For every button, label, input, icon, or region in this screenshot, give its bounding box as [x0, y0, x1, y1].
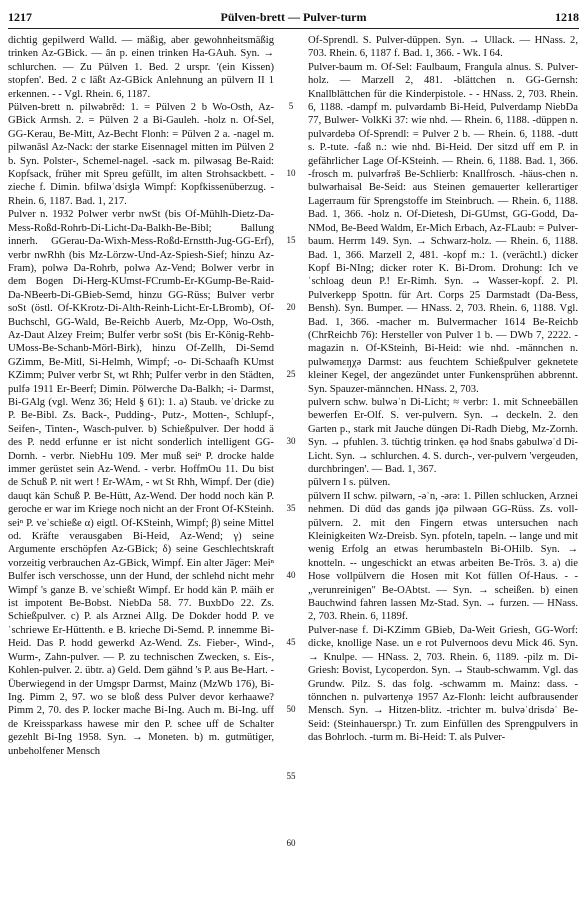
entry-paragraph: Pülven-brett n. pilwəbrēd: 1. = Pülven 2 b Wo-Osth, Az-GBick Armsh. 2. = Pülven 2 a Bi-Gauleh. -holz n. Of-Sel, GG-Kerau, Be-Mitt, Az-Becht Flonh: = Pülven 2 a. -nagel m. pilwənāsl Az-Nack: der starke Eisennagel mitten im Pülven 2 b. Syn. Polster-, Schemel-nagel. -sack m. pilwəsag Be-Raid: Kopfsack, früher mit Spreu gefüllt, im alten Strohsackbett. -zieche f. Dimin. bfilwəˈdsiʒlə Wimpf: Kopfkissenüberzug. - Rhein. 6, 1187. Bad. 1, 217. [8, 102, 274, 207]
line-number: 30 [286, 436, 296, 446]
line-number: 60 [286, 838, 296, 848]
line-number: 35 [286, 503, 296, 513]
entry-paragraph: Pulver-baum m. Of-Sel: Faulbaum, Frangula alnus. S. Pulver-holz. — Marzell 2, 481. -blättchen n. GG-Gernsh: Knallblättchen für die Kinderpistole. - - HNass. 2, 703. Rhein. 6, 1188. -dampf m. pulvərdamb Bi-Heid, Pulverdamp NiebDa 77, Bulwer- VolkKi 37: wie nhd. — Rhein. 6, 1188. -düppen n. pulvərdebə Of-Sprendl: = Pulver 2 b. — Rhein. 6, 1188. -dutt s. P.-tute. -faß n.: wie nhd. Bi-Heid. Der sitzd uff em P. in gefährlicher Lage Of-KSteinh. — Rhein. 6, 1188. Bad. 1, 366. -frosch m. pulvərfrəš Be-Schlierb: Knallfrosch. -häus-chen n. bulwərhaisəl Be-Seid: aus Steinen gemauerter kellerartiger Lagerraum für Sprengstoffe im Steinbruch. — Rhein. 6, 1188. Bad. 1, 366. -holz n. Of-Dietesh, Di-GUmst, GG-Godd, Da-NMod, Be-Beed Waldm, Er-Mich Erbach, Az-FLaub: = Pulver-baum. Herrm 149. Syn. → Schwarz-holz. — Rhein. 6, 1188. Bad. 1, 366. Marzell 2, 481. -kopf m.: 1. (verächtl.) dicker Kopf Bi-NIng; dicker roter K. Bi-Drom. Drohung: Ich veˈschloag deun P.! Er-Rimh. Syn. → Wasser-kopf. 2. Pl. Pulverkepp Spottn. für Art. Corps 25 Darmstadt (Da-Bess, Bensh). Syn. Bumper. — HNass. 2, 703. Rhein. 6, 1188. Vgl. Bad. 1, 366. -macher m. Bulvermacher 1614 Be-Reichb (ChrReichb 76): Hersteller von Pulver 1 b. — DWb 7, 2222. -magazin n. Of-KSteinh, Bi-Heid: wie nhd. -männchen n. pulwəmɛŋχə Darmst: aus feuchtem Schießpulver geknetete kleiner Kegel, der angezündet unter Funkensprühen abbrennt. Syn. Spauzer-männchen. HNass. 2, 703. [308, 61, 578, 395]
entry-paragraph: Of-Sprendl. S. Pulver-düppen. Syn. → Ullack. — HNass. 2, 703. Rhein. 6, 1187 f. Bad. 1, 366. - Wk. I 64. [308, 35, 578, 60]
line-number: 45 [286, 637, 296, 647]
line-number: 15 [286, 235, 296, 245]
entry-paragraph: pulvern schw. bulwəˈn Di-Licht; ≈ verbr: 1. mit Schneebällen bewerfen Er-Olf. S. ver-pulvern. Syn. → deckeln. 2. den Garten p., stark mit Jauche düngen Di-Radh Diebg, Mz-Zornh. Syn. → pfuhlen. 3. tüchtig trinken. ęə hod šnabs gəbulwəˈd Di-Licht. Syn. → schlurchen. 4. S. durch-, ver-pulvern 'vergeuden, durchbringen'. — Bad. 1, 367. [308, 396, 578, 475]
line-number: 55 [286, 771, 296, 781]
header-rule [8, 28, 579, 29]
line-number: 5 [288, 101, 294, 111]
entry-paragraph: dichtig gepilwerd Walld. — mäßig, aber gewohnheitsmäßig trinken Az-GBick. — ân p. einen trinken Ha-GAuh. Syn. → schlurchen. — Zu Pülven 1. Bed. 2 urspr. '(ein Kissen) stopfen'. Bed. 2 c läßt Az-GBick Anlehnung an pülvern II 1 erkennen. - - Vgl. Rhein. 6, 1187. [8, 35, 274, 100]
entry-paragraph: Pulver n. 1932 Polwer verbr nwSt (bis Of-Mühlh-Dietz-Da-Mess-Roßd-Rohrb-Di-Licht-Da-Balkh-Be-Bibl; Ballung innerh. GGerau-Da-Wixh-Mess-Roßd-Ernstth-Jug-GG-Erf), verbr nwRhh (bis Mz-Lörzw-Und-Az-Spiesh-Sief; hinzu Az-Fram), polwə Da-Rohrb, polwə Az-Vend; Bolwer verbr in dem Bogen Di-Herg-KUmst-FCrumb-Er-KGump-Be-Raid-Da-NBeerb-Di-GBieb-Semd, hinzu GG-Rüss; Bulver verbr soSt (östl. Of-KKrotz-Di-Alth-Reinh-Licht-Er-LBromb), Of-Buchschl, GG-Wald, Be-Reichb Auerb, Mz-Opp, Wo-Osth, Az-Daut Alzey Freim; Bulfer verbr soSt (bis Er-König-Rehb-UMoss-Be-Schanb-Mörl-Birk), hinzu Of-Zellh, Di-Semd GZimm, Be-Mitl, Si-Helmh, Wimpf; -o- Di-Schaafh KUmst KZimm; Pulver verbr St, wt Rhh; Pulfer verbr in den Städten, pulfə 1911 Er-Beerf; Dimin. Pölwerche Da-Balkh; -i- Darmst, Bi-GAlg (vgl. Wenz 36; Held § 61): 1. a) Staub. veˈdricke zu P. Be-Bibl. Zs. Back-, Pudding-, Putz-, Motten-, Schlupf-, Seifen-, Tinten-, Wasch-pulver. b) Schießpulver. Der hodd ä des P. nedd erfunne er ist nicht sonderlich intelligent GG-Dornh. - verbr. NiebHu 109. Mer muß seiⁿ P. drocke halde immer gerüstet sein Az-Wend. - verbr. HoffmOu 11. Du bist de Schuß P. nit wert ! Er-WAm, - wt St Rhh, Wimpf. Der (die) dauqt kän Schuß P. Be-Hütt, Az-Wend. Der hodd noch kän P. geroche er war im Kriege noch nicht an der Front Of-KSteinh. seiⁿ P. veˈschieße α) eigtl. Of-KSteinh, Wimpf; β) seine Mittel od. Kräfte verausgaben Bi-Heid, Az-Wend; γ) seine Argumente erschöpfen Az-GBick; δ) seine Geschlechtskraft vorzeitig verbrauchen Az-GBick, Wimpf. Ein alter Jäger: Meiⁿ Bulfer isch verschosse, unn der Hund, der schlehd nicht mehr Wimpf 's ganze B. veˈschießt Wimpf. Er hodd kän P. mäih er ist impotent Be-Bobst. NiebDa 58. 77. BuxbDo 22. Zs. Schießpulver. c) P. als Arznei Allg. De Dokder hodd P. veˈschriewe Er-Hüttenth. e B. krieche Di-Semd. P. innemme Bi-Heid. Das P. hodd gewerkd Az-Wend. Zs. Fieber-, Wind-, Wurm-, Zahn-pulver. — P. zu technischen Zwecken, s. Eis-, Kohlen-pulver. 2. übtr. a) Geld. Dem gähnd 's P. aus Be-Hart. - Überwiegend in der Umgspr Darmst, Mainz (MzWb 176), Bi-Ing. Pimm 2, 97. wo se bloß dess Pulver devor kerhaawe? Pimm 2, 70. des P. locker mache Bi-Ing. Auch m. Bi-Ing. uff de Kreissparkass hawese mir den P. schee uff de Schalter gezehlt Bi-Ing 1958. Syn. → Moneten. b) m. gutmütiger, unbeholfener Mensch [8, 209, 274, 757]
right-page-number: 1218 [555, 10, 579, 24]
right-column [308, 34, 578, 745]
running-header [8, 10, 579, 26]
line-number: 40 [286, 570, 296, 580]
left-page-number: 1217 [8, 10, 32, 24]
entry-paragraph: Pulver-nase f. Di-KZimm GBieb, Da-Weit Griesh, GG-Worf: dicke, knollige Nase. un e rot Pulvernoos devu Mick 46. Syn. → Knulpe. — HNass. 2, 703. Rhein. 6, 1189. -pilz m. Di-Griesh: Bovist, Lycoperdon. Syn. → Staub-schwamm. Vgl. das Grundw. Pilz. S. das folg. -schwamm m. Mainz: dass. -tönnchen n. pulvərtenχə 1957 Az-Flonh: leicht aufbrausender Mensch. Syn. → Hitzen-blitz. -trichter m. bulvəˈdrisdəˈ Be-Seid: (Steinhauerspr.) Tr. zum Einfüllen des Sprengpulvers in das Bohrloch. -turm m. Bi-Heid: T. als Pulver- [308, 624, 578, 744]
left-column [8, 34, 274, 758]
entry-paragraph: pülvern II schw. pilwərn, -əˈn, -ərə: 1. Pillen schlucken, Arznei nehmen. Di düd dəs gands jǭə pilwəən GG-Rüss. Zs. voll-pülvern. 2. mit den Fingern etwas untersuchen nach Kleinigkeiten Wz-Dreisb. Syn. pfoteln, tapeln. -- lange und mit wenig Erfolg an etwas herumbasteln Bi-OHilb. Syn. → knotteln. -- ungeschickt an etwas arbeiten Be-Trös. 3. a) die Hose vollpülvern die Hosen mit Kot füllen Of-Haus. - - „verunreinigen" Be-OAbtst. — Syn. → scheißen. b) einen Bauchwind fahren lassen Mz-Stad. Syn. → furzen. — HNass. 2, 703. Rhein. 6, 1189f. [308, 490, 578, 623]
line-number: 20 [286, 302, 296, 312]
line-number: 10 [286, 168, 296, 178]
page-title: Pülven-brett — Pulver-turm [220, 10, 367, 24]
line-number: 25 [286, 369, 296, 379]
line-number: 50 [286, 704, 296, 714]
entry-paragraph: pülvern I s. pülven. [308, 477, 391, 489]
